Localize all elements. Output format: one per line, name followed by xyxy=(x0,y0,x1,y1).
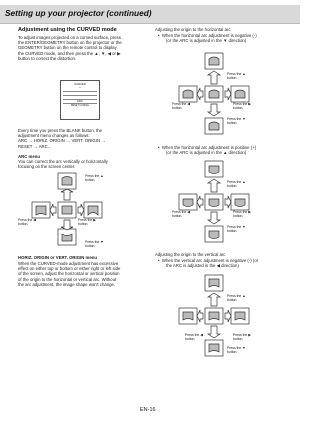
pos-label-left: Press the ◀ button. xyxy=(172,210,190,218)
vneg-label-down: Press the ▼ button. xyxy=(227,346,246,354)
bullet-3: • When the vertical arc adjustment is negative (-) (or the ARC is adjusted in the ◀ direction) xyxy=(158,258,259,269)
page-header xyxy=(0,5,300,24)
neg-label-up: Press the ▲ button. xyxy=(227,72,246,80)
page-number: EN-16 xyxy=(140,407,156,413)
menu-icon: ⌒ xyxy=(78,86,82,91)
arc-label-right: Press the ▶ button. xyxy=(78,218,96,226)
pos-label-right: Press the ▶ button. xyxy=(233,210,251,218)
menu-reset: RESET CANCEL xyxy=(63,103,97,108)
curved-menu-image xyxy=(60,80,100,120)
curved-heading: Adjustment using the CURVED mode xyxy=(18,27,117,33)
menu-arc: ARC xyxy=(63,99,97,104)
pos-label-up: Press the ▲ button. xyxy=(227,180,246,188)
arc-label-up: Press the ▲ button. xyxy=(85,174,104,182)
horiz-origin-title: HORIZ. ORIGIN or VERT. ORIGIN menu xyxy=(18,255,98,260)
arc-menu-text: You can correct the arc vertically or horizontally focusing on the screen center. xyxy=(18,159,108,170)
blank-text: Every time you press the BLANK button, the adjustment menu changes as follows: ARC → HORIZ. ORIGIN → VERT. ORIGIN → RESET → ARC... xyxy=(18,128,106,149)
menu-title: CURVED xyxy=(74,82,86,86)
bullet-1: • When the horizontal arc adjustment is negative (-) (or the ARC is adjusted in the ▼ direction) xyxy=(158,33,257,44)
pos-label-down: Press the ▼ button. xyxy=(227,225,246,233)
curved-intro: To adjust images projected on a curved surface, press the ENTER/GEOMETRY button on the projector or the GEOMETRY button on the remote control to display the CURVED mode, and then press the ▲, ▼, ◀ or ▶ button to correct the distortion. xyxy=(18,35,122,61)
vneg-label-up: Press the ▲ button. xyxy=(227,294,246,302)
neg-label-left: Press the ◀ button. xyxy=(172,102,190,110)
arc-menu-title: ARC menu xyxy=(18,154,40,159)
arc-label-down: Press the ▼ button. xyxy=(85,240,104,248)
header-title: Setting up your projector (continued) xyxy=(5,8,152,18)
vneg-label-left: Press the ◀ button. xyxy=(185,333,203,341)
arc-label-left: Press the ◀ button. xyxy=(18,218,36,226)
arc-diagram xyxy=(18,170,148,250)
vneg-label-right: Press the ▶ button. xyxy=(233,333,251,341)
bullet-2: • When the horizontal arc adjustment is positive (+) (or the ARC is adjusted in the ▲ direction) xyxy=(158,145,257,156)
neg-label-down: Press the ▼ button. xyxy=(227,117,246,125)
vert-intro: Adjusting the origin to the vertical arc xyxy=(155,252,226,257)
neg-label-right: Press the ▶ button. xyxy=(233,102,251,110)
right-intro: Adjusting the origin to the horizontal arc xyxy=(155,27,231,32)
horiz-origin-text: When the CURVED-mode adjustment has excessive effect on either top or bottom or either right or left side of the screen, adjust the horizontal or vertical position of the origin to the horizontal or vertical arc. Without the arc adjustment, the image shape won't change. xyxy=(18,261,121,287)
